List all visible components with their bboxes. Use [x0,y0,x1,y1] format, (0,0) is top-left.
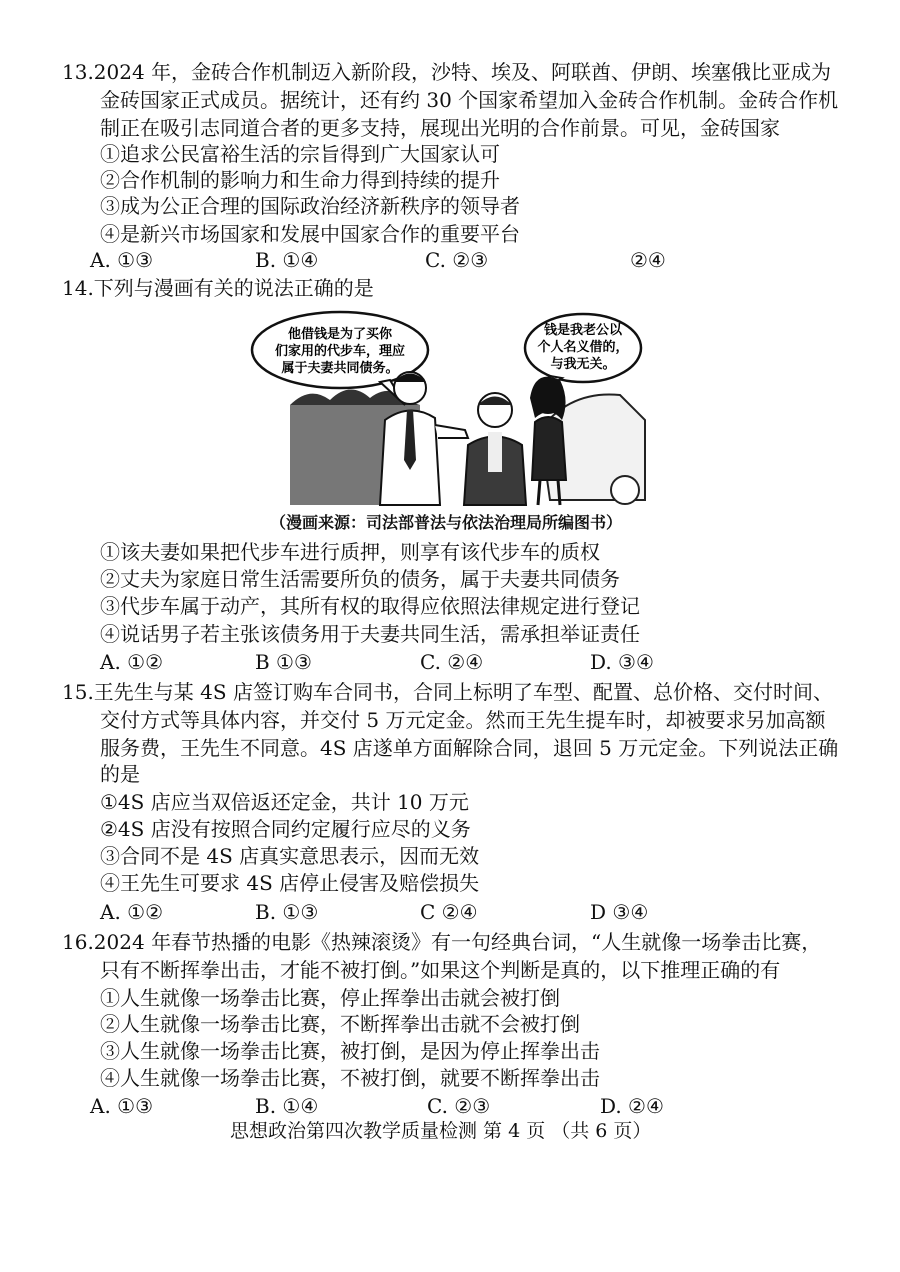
choice-a: A. ①③ [90,1094,154,1118]
choice-a: A. ①② [100,900,164,924]
statement-option: ②丈夫为家庭日常生活需要所负的债务，属于夫妻共同债务 [100,567,620,591]
question-stem-line: 交付方式等具体内容，并交付 5 万元定金。然而王先生提车时，却被要求另加高额 [100,708,826,732]
left-bubble-line: 属于夫妻共同债务。 [281,361,399,376]
statement-option: ④人生就像一场拳击比赛，不被打倒，就要不断挥拳出击 [100,1066,600,1090]
choice-a: A. ①③ [90,248,154,272]
choice-d: D. ③④ [590,650,654,674]
question-stem-line: 服务费，王先生不同意。4S 店遂单方面解除合同，退回 5 万元定金。下列说法正确 [100,736,839,760]
statement-option: ③成为公正合理的国际政治经济新秩序的领导者 [100,194,520,218]
statement-option: ②合作机制的影响力和生命力得到持续的提升 [100,168,500,192]
choice-c: C. ②③ [425,248,489,272]
choice-d: D. ②④ [600,1094,664,1118]
question-stem-line: 14.下列与漫画有关的说法正确的是 [62,276,374,300]
statement-option: ①人生就像一场拳击比赛，停止挥拳出击就会被打倒 [100,986,560,1010]
statement-option: ①追求公民富裕生活的宗旨得到广大国家认可 [100,142,500,166]
choice-c: C. ②④ [420,650,484,674]
choice-b: B. ①④ [255,1094,319,1118]
statement-option: ①4S 店应当双倍返还定金，共计 10 万元 [100,790,469,814]
question-stem-line: 13.2024 年，金砖合作机制迈入新阶段，沙特、埃及、阿联酋、伊朗、埃塞俄比亚成为 [62,60,832,84]
left-bubble-line: 们家用的代步车，理应 [274,344,406,359]
cartoon-illustration [250,310,650,510]
cartoon-caption: （漫画来源：司法部普法与依法治理局所编图书） [270,513,623,532]
statement-option: ④说话男子若主张该债务用于夫妻共同生活，需承担举证责任 [100,622,640,646]
choice-d: ②④ [630,248,666,272]
choice-c: C. ②③ [427,1094,491,1118]
statement-option: ④王先生可要求 4S 店停止侵害及赔偿损失 [100,871,480,895]
left-bubble-line: 他借钱是为了买你 [287,327,393,342]
statement-option: ③人生就像一场拳击比赛，被打倒，是因为停止挥拳出击 [100,1039,600,1063]
choice-c: C ②④ [420,900,478,924]
statement-option: ③合同不是 4S 店真实意思表示，因而无效 [100,844,480,868]
question-stem-line: 15.王先生与某 4S 店签订购车合同书，合同上标明了车型、配置、总价格、交付时间、 [62,680,833,704]
choice-b: B ①③ [255,650,312,674]
choice-a: A. ①② [100,650,164,674]
question-stem-line: 16.2024 年春节热播的电影《热辣滚烫》有一句经典台词，“人生就像一场拳击比赛， [62,930,822,954]
car-wheel [611,476,639,504]
choice-b: B. ①③ [255,900,319,924]
right-bubble-line: 与我无关。 [550,357,616,372]
question-stem-line: 金砖国家正式成员。据统计，还有约 30 个国家希望加入金砖合作机制。金砖合作机 [100,88,839,112]
question-stem-line: 只有不断挥拳出击，才能不被打倒。”如果这个判断是真的，以下推理正确的有 [100,958,781,982]
page-footer: 思想政治第四次教学质量检测 第 4 页 （共 6 页） [230,1120,652,1142]
statement-option: ①该夫妻如果把代步车进行质押，则享有该代步车的质权 [100,540,600,564]
question-stem-line: 的是 [100,762,140,786]
statement-option: ③代步车属于动产，其所有权的取得应依照法律规定进行登记 [100,594,640,618]
husband-figure [464,393,526,505]
choice-d: D ③④ [590,900,649,924]
statement-option: ②人生就像一场拳击比赛，不断挥拳出击就不会被打倒 [100,1012,580,1036]
statement-option: ④是新兴市场国家和发展中国家合作的重要平台 [100,222,520,246]
right-bubble-line: 个人名义借的， [537,340,629,355]
statement-option: ②4S 店没有按照合同约定履行应尽的义务 [100,817,471,841]
question-stem-line: 制正在吸引志同道合者的更多支持，展现出光明的合作前景。可见，金砖国家 [100,116,780,140]
choice-b: B. ①④ [255,248,319,272]
right-bubble-line: 钱是我老公以 [543,323,623,338]
